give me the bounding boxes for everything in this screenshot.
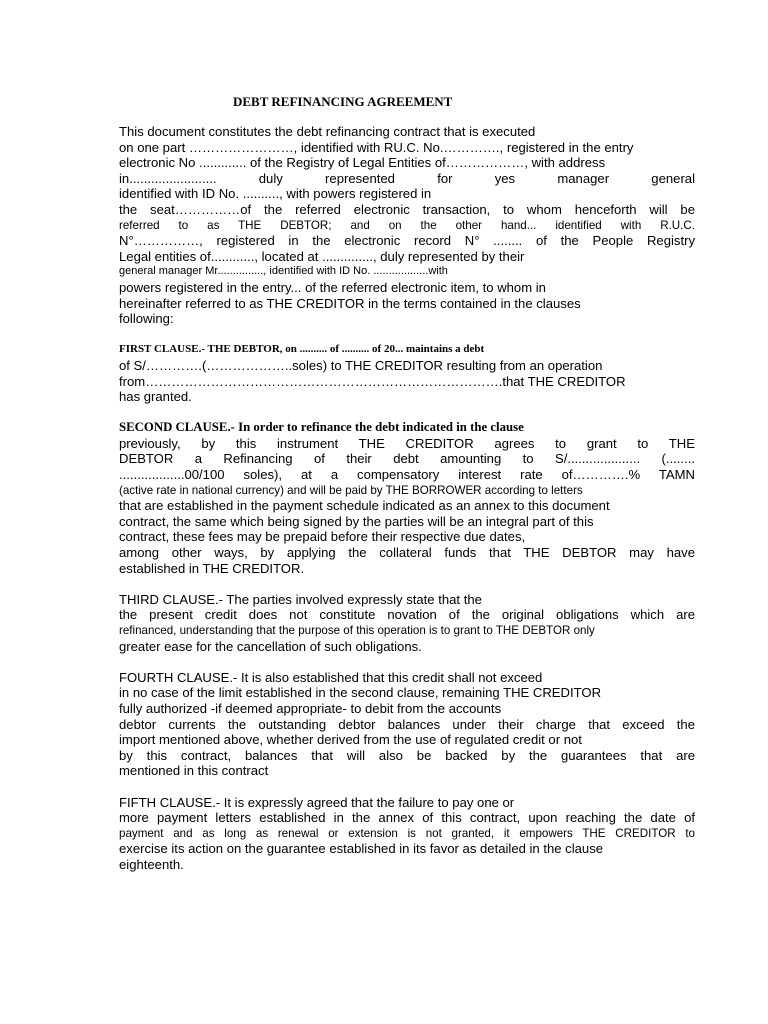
text-line: general manager Mr..............., identified with ID No. ..................with [119,265,448,278]
text-line: This document constitutes the debt refinancing contract that is executed [119,124,536,139]
text-line: among other ways, by applying the collateral funds that THE DEBTOR may have [119,545,695,561]
text-line: of S/………….(………………..soles) to THE CREDITOR resulting from an operation [119,357,603,373]
text-line: ..................00/100 soles), at a compensatory interest rate of………….% TAMN [119,467,695,483]
document-body [119,124,695,888]
text-line: electronic No ............. of the Registry of Legal Entities of………………, with address [119,155,606,171]
document-title: DEBT REFINANCING AGREEMENT [233,94,453,109]
text-line: Legal entities of............, located at .............., duly represented by their [119,248,525,264]
text-line: more payment letters established in the annex of this contract, upon reaching the date of [119,810,695,826]
text-line: fully authorized -if deemed appropriate- to debit from the accounts [119,700,502,716]
text-line: previously, by this instrument THE CREDITOR agrees to grant to THE [119,435,695,451]
text-line: identified with ID No. .........., with powers registered in [119,186,432,202]
fifth-clause-paragraph [119,795,695,873]
text-line: (active rate in national currency) and will be paid by THE BORROWER according to letters [119,483,583,497]
fourth-clause-heading-line: FOURTH CLAUSE.- It is also established that this credit shall not exceed [119,669,543,685]
text-line: refinanced, understanding that the purpose of this operation is to grant to THE DEBTOR only [119,624,595,637]
text-line: debtor currents the outstanding debtor balances under their charge that exceed the [119,716,695,732]
first-clause-paragraph [119,342,695,404]
text-line: that are established in the payment schedule indicated as an annex to this document [119,498,610,514]
text-line: in no case of the limit established in the second clause, remaining THE CREDITOR [119,685,602,701]
text-line: established in THE CREDITOR. [119,560,305,576]
text-line: has granted. [119,389,192,405]
text-line: referred to as THE DEBTOR; and on the other hand... identified with R.U.C. [119,218,695,232]
third-clause-heading-line: THIRD CLAUSE.- The parties involved expressly state that the [119,591,482,607]
text-line: contract, these fees may be prepaid before their respective due dates, [119,529,526,545]
fifth-clause-heading-line: FIFTH CLAUSE.- It is expressly agreed that the failure to pay one or [119,794,515,810]
text-line: in........................ duly represented for yes manager general [119,170,695,186]
text-line: hereinafter referred to as THE CREDITOR in the terms contained in the clauses [119,295,581,311]
second-clause-heading-line: SECOND CLAUSE.- In order to refinance the debt indicated in the clause [119,420,524,435]
text-line: import mentioned above, whether derived from the use of regulated credit or not [119,732,582,748]
text-line: exercise its action on the guarantee established in its favor as detailed in the clause [119,841,604,857]
text-line: mentioned in this contract [119,763,269,779]
text-line: N°……………, registered in the electronic record N° ........ of the People Registry [119,233,695,249]
parties-paragraph [119,124,695,327]
text-line: following: [119,311,174,327]
first-clause-heading-line: FIRST CLAUSE.- THE DEBTOR, on .......... of .......... of 20... maintains a debt [119,343,485,356]
text-line: on one part ……………………, identified with RU.C. No.…………., registered in the entry [119,139,634,155]
text-line: payment and as long as renewal or extension is not granted, it empowers THE CREDITOR to [119,826,695,840]
fourth-clause-paragraph [119,670,695,779]
third-clause-paragraph [119,592,695,654]
text-line: from……………………………………………………………………….that THE CREDITOR [119,373,626,389]
text-line: contract, the same which being signed by the parties will be an integral part of this [119,513,594,529]
text-line: DEBTOR a Refinancing of their debt amounting to S/.................... (........ [119,451,695,467]
text-line: eighteenth. [119,856,184,872]
text-line: powers registered in the entry... of the referred electronic item, to whom in [119,279,546,295]
text-line: the present credit does not constitute novation of the original obligations which are [119,607,695,623]
text-line: the seat……………of the referred electronic transaction, to whom henceforth will be [119,201,695,217]
text-line: by this contract, balances that will also be backed by the guarantees that are [119,747,695,763]
second-clause-paragraph [119,420,695,576]
text-line: greater ease for the cancellation of such obligations. [119,638,422,654]
